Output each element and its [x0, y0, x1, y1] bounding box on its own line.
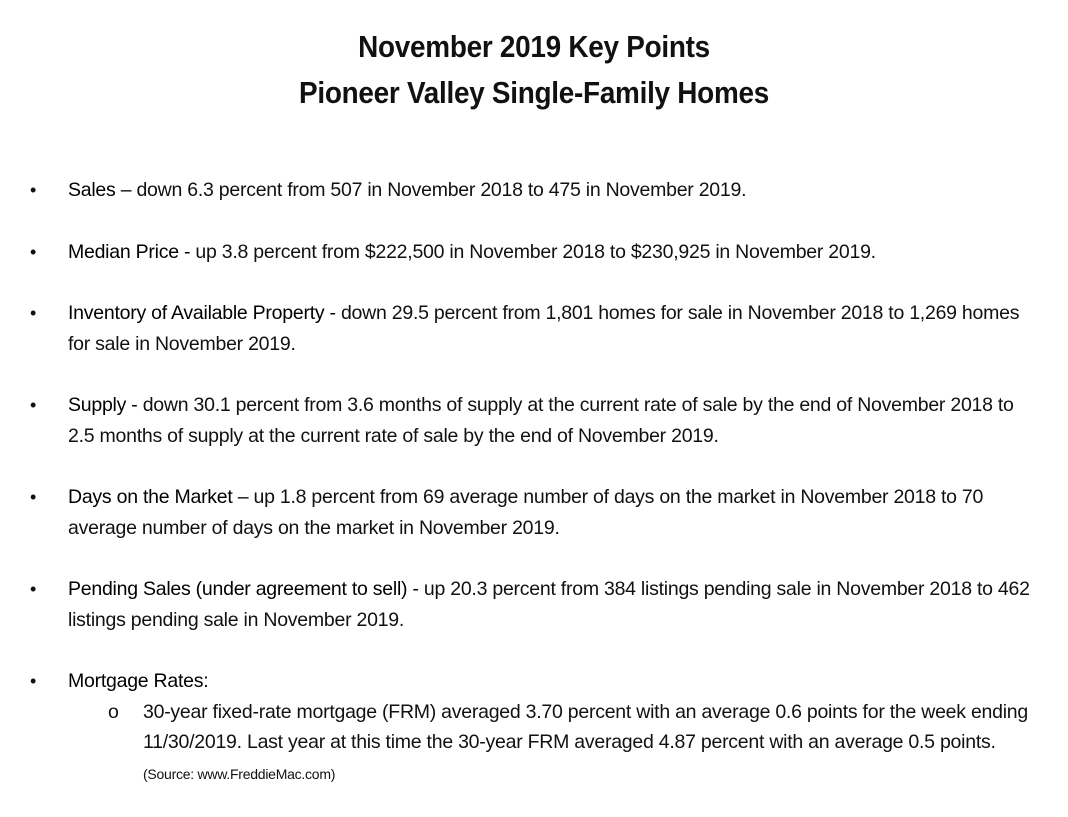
item-term: Pending Sales (under agreement to sell) -: [68, 578, 419, 600]
bullet-icon: •: [30, 487, 37, 507]
item-term: Sales –: [68, 179, 132, 201]
item-term: Mortgage Rates:: [68, 670, 209, 692]
item-text: down 30.1 percent from 3.6 months of supply at the current rate of sale by the end of November 2018 to 2.5 months of supply at the current rate of sale by the end of November 2019.: [68, 394, 1014, 447]
document-title: [53, 24, 1014, 116]
mortgage-text: 30-year fixed-rate mortgage (FRM) averaged 3.70 percent with an average 0.6 points for the week ending 11/30/2019. Last year at this time the 30-year FRM averaged 4.87 percent with an average 0.5 points.: [143, 700, 1029, 753]
item-text: up 20.3 percent from 384 listings pending sale in November 2018 to 462 listings pending sale in November 2019.: [68, 578, 1030, 631]
item-term: Inventory of Available Property -: [68, 302, 336, 324]
bullet-icon: •: [30, 395, 37, 415]
item-text: down 6.3 percent from 507 in November 2018 to 475 in November 2019.: [131, 179, 747, 201]
item-term: Days on the Market –: [68, 486, 249, 508]
list-item-inventory: [0, 298, 1043, 359]
bullet-icon: •: [30, 303, 37, 323]
source-citation: (Source: www.FreddieMac.com): [143, 765, 336, 782]
list-item-days-on-market: [0, 482, 1043, 543]
item-text: up 3.8 percent from $222,500 in November 2018 to $230,925 in November 2019.: [190, 240, 876, 263]
bullet-icon: •: [30, 241, 37, 262]
bullet-icon: •: [30, 180, 37, 200]
item-term: Median Price -: [68, 240, 191, 263]
key-points-list: [0, 175, 1068, 789]
item-term: Supply -: [68, 394, 138, 416]
mortgage-sub-item: [0, 697, 1043, 790]
list-item-mortgage-rates: [0, 666, 1043, 697]
item-text: up 1.8 percent from 69 average number of days on the market in November 2018 to 70 average number of days on the market in November 2019.: [68, 486, 984, 539]
list-item-median-price: [0, 237, 1043, 268]
list-item-sales: [0, 175, 1043, 206]
bullet-icon: •: [30, 671, 37, 691]
circle-bullet-icon: o: [108, 700, 119, 723]
title-line-2: Pioneer Valley Single-Family Homes: [299, 75, 769, 110]
list-item-supply: [0, 390, 1043, 451]
bullet-icon: •: [30, 579, 37, 599]
item-text: down 29.5 percent from 1,801 homes for sale in November 2018 to 1,269 homes for sale in November 2019.: [68, 302, 1020, 355]
list-item-pending-sales: [0, 574, 1043, 635]
title-line-1: November 2019 Key Points: [358, 29, 710, 64]
